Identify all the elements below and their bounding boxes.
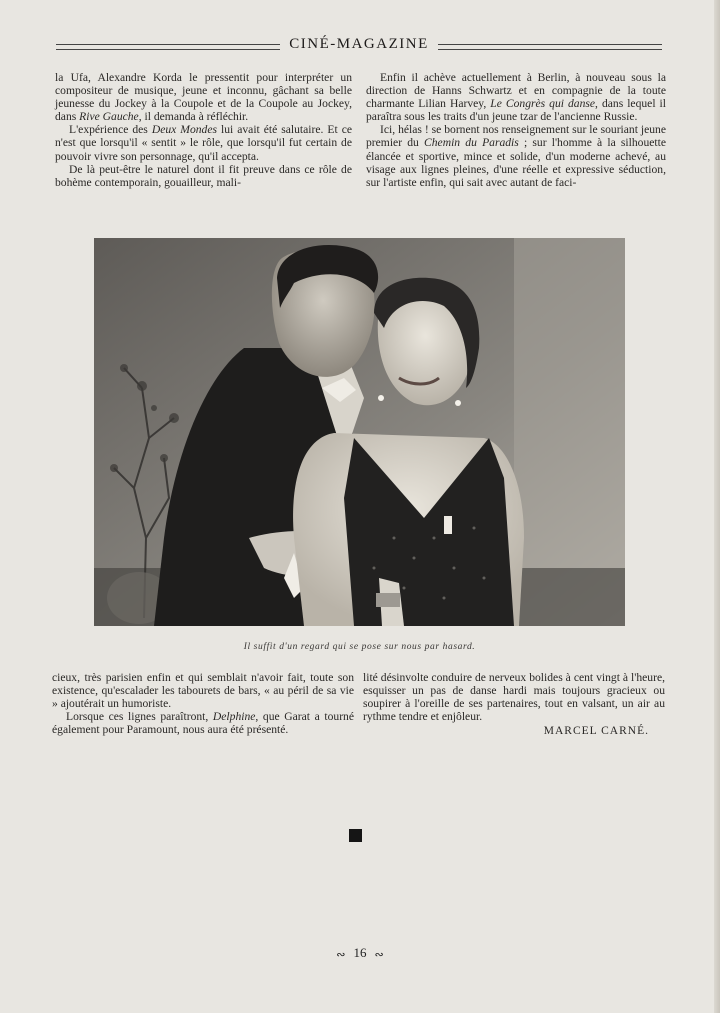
- text-run: la Ufa, Alexandre Korda le pressentit pour interpréter un compositeur de musique, jeune et inconnu, gâchant sa belle jeunesse du Jockey à la Coupole et de la Coupole au Jockey, dans: [55, 71, 352, 124]
- paragraph: De là peut-être le naturel dont il fit preuve dans ce rôle de bohème contemporain, gouailleur, mali-: [55, 162, 352, 189]
- paragraph: lité désinvolte conduire de nerveux bolides à cent vingt à l'heure, esquisser un pas de danse hardi mais toujours gracieux ou soupirer à l'oreille de ses partenaires, tout en valsant, un air au rythme tendre et enjôleur.: [363, 671, 665, 724]
- photo-caption: Il suffit d'un regard qui se pose sur nous par hasard.: [243, 642, 476, 652]
- article-column-left-top: [55, 71, 352, 189]
- masthead: [56, 36, 662, 56]
- text-run: , il demanda à réfléchir.: [138, 110, 249, 124]
- film-title: Le Congrès qui danse: [490, 97, 596, 111]
- text-run: , dans lequel il paraîtra sous les traits d'un jeune tzar de l'ancienne Russie.: [366, 97, 666, 124]
- page-edge: [714, 0, 720, 1013]
- paragraph: [55, 71, 352, 123]
- article-column-right-bottom: [363, 671, 665, 738]
- ornament-right-icon: ∾: [374, 948, 384, 961]
- paragraph: [366, 123, 666, 188]
- text-run: ; sur l'homme à la silhouette élancée et sportive, mince et solide, d'un moderne achevé, au visage aux lignes pleines, d'une réelle et expressive séduction, sur l'artiste enfin, qui sait avec autant de faci-: [366, 136, 666, 189]
- paragraph: [55, 123, 352, 162]
- ornament-left-icon: ∾: [336, 948, 346, 961]
- text-run: Enfin il achève actuellement à Berlin, à nouveau sous la direction de Hanns Schwartz et en compagnie de la toute charmante Lilian Harvey,: [366, 71, 666, 111]
- author-signature: MARCEL CARNÉ.: [543, 725, 649, 738]
- paragraph: [366, 71, 666, 123]
- film-title: Deux Mondes: [151, 123, 217, 137]
- article-column-right-top: [366, 71, 666, 189]
- text-run: L'expérience des: [69, 123, 152, 137]
- end-of-article-mark: [349, 829, 362, 842]
- text-run: lui avait été salutaire. Et ce n'est que lorsqu'il « sentit » le rôle, que lorsqu'il fut certain de pouvoir vivre son personnage, qu'il accepta.: [55, 123, 353, 163]
- film-title: Chemin du Paradis: [424, 136, 519, 150]
- film-still-photo: [94, 238, 625, 626]
- page-number: 16: [353, 945, 367, 960]
- article-column-left-bottom: [52, 671, 354, 736]
- photo-illustration: [94, 238, 625, 626]
- film-title: Delphine: [212, 710, 256, 724]
- paragraph: [52, 710, 354, 736]
- page-footer: [310, 945, 410, 961]
- text-run: Ici, hélas ! se bornent nos renseignement sur le souriant jeune premier du: [366, 123, 666, 150]
- magazine-title: CINÉ-MAGAZINE: [289, 36, 429, 52]
- text-run: , que Garat a tourné également pour Paramount, nous aura été présenté.: [52, 710, 354, 737]
- masthead-rule-right: [438, 44, 662, 50]
- text-run: Lorsque ces lignes paraîtront,: [66, 710, 213, 724]
- film-title: Rive Gauche: [79, 110, 139, 124]
- paragraph: cieux, très parisien enfin et qui semblait n'avoir fait, toute son existence, qu'escalader les tabourets de bars, « au péril de sa vie » ajoutérait un humoriste.: [52, 671, 354, 711]
